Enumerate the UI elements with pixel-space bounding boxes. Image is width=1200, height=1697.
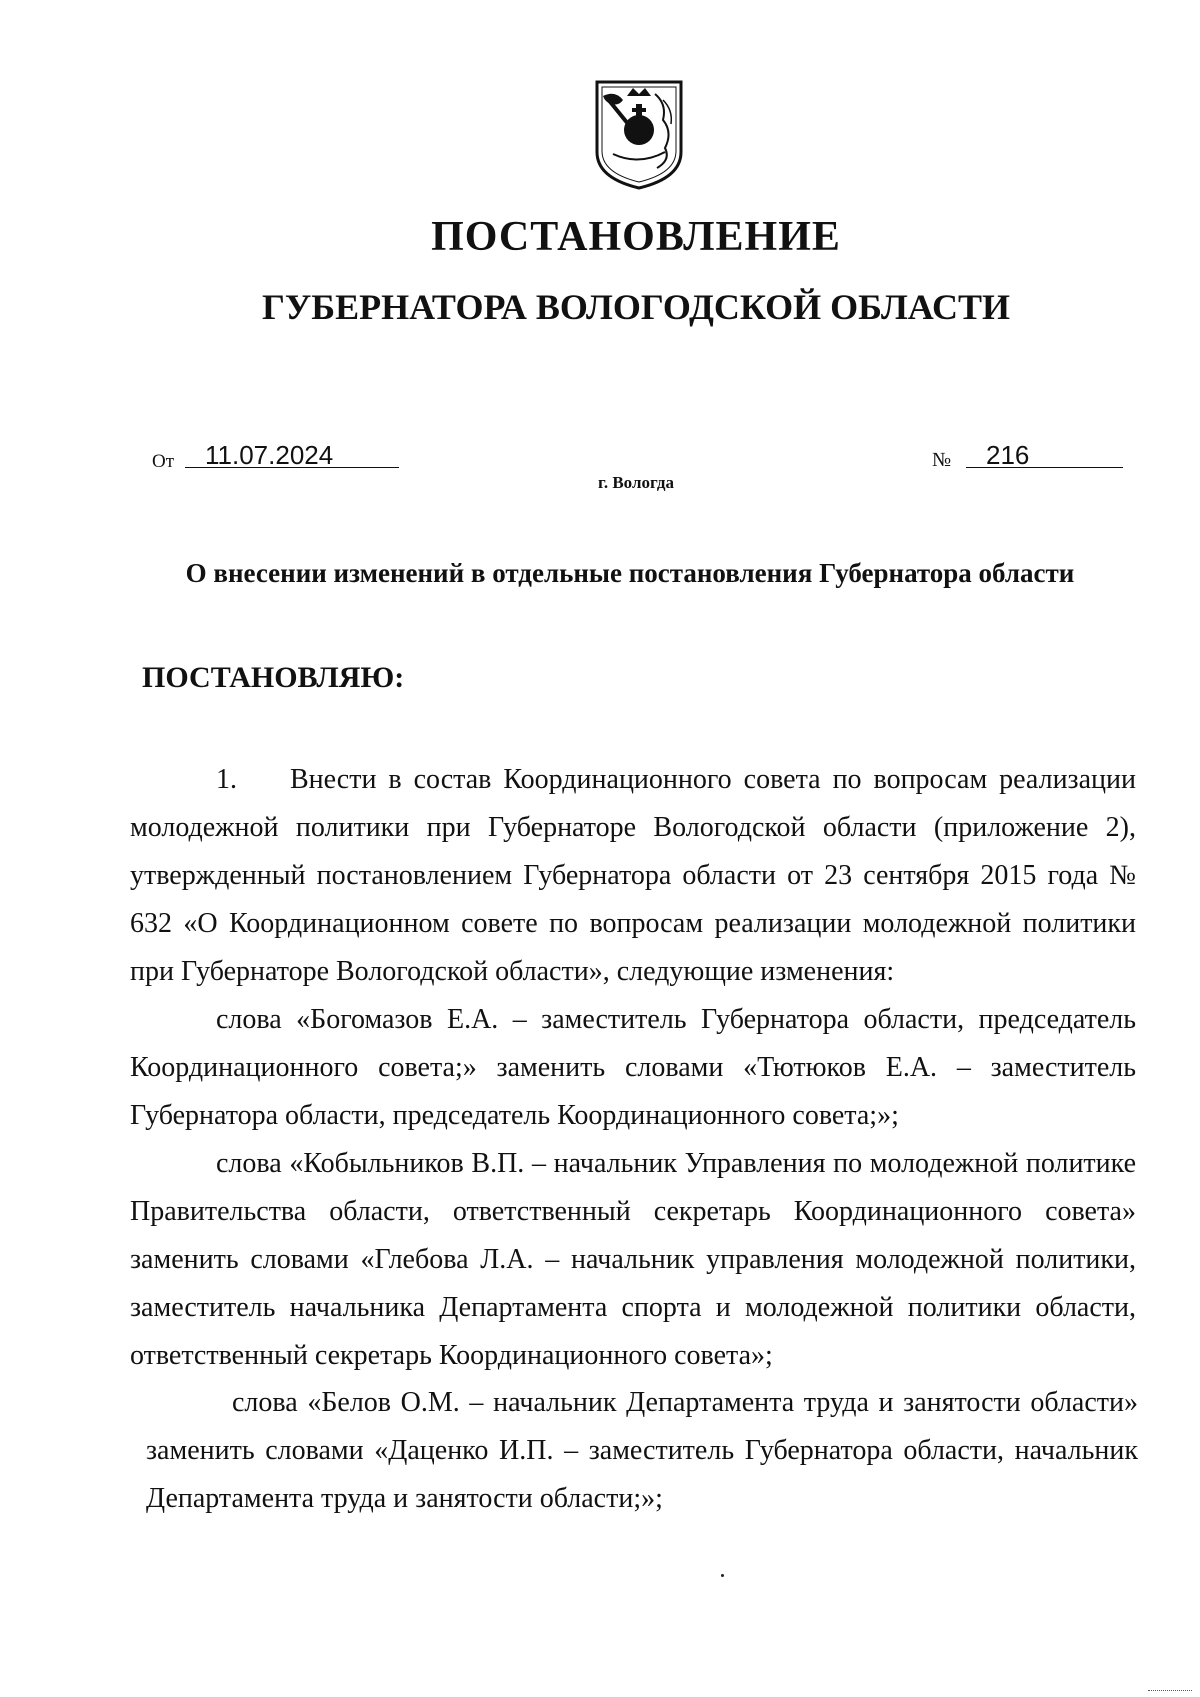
document-subject: О внесении изменений в отдельные постановления Губернатора области (185, 558, 1075, 588)
date-underline (185, 467, 399, 468)
paragraph-2: слова «Богомазов Е.А. – заместитель Губернатора области, председатель Координационного совета;» заменить словами «Тютюков Е.А. – заместитель Губернатора области, председатель Координационного совета;»; (130, 1004, 1136, 1131)
decree-heading: ПОСТАНОВЛЯЮ: (142, 661, 405, 694)
number-underline (966, 467, 1123, 468)
scan-artifact (1148, 1690, 1192, 1697)
document-title: ПОСТАНОВЛЕНИЕ (431, 214, 841, 260)
scan-dot (721, 1574, 724, 1577)
city-label: г. Вологда (598, 473, 674, 492)
date-prefix: От (152, 451, 175, 472)
document-number: 216 (986, 440, 1030, 470)
paragraph-4: слова «Белов О.М. – начальник Департамента труда и занятости области» заменить словами «Даценко И.П. – заместитель Губернатора области, начальник Департамента труда и занятости области;»; (146, 1387, 1138, 1514)
paragraph-1-number: 1. (216, 764, 237, 795)
paragraph-3: слова «Кобыльников В.П. – начальник Управления по молодежной политике Правительства области, ответственный секретарь Координационного совета» заменить словами «Глебова Л.А. – начальник управления молодежной политики, заместитель начальника Департамента спорта и молодежной политики области, ответственный секретарь Координационного совета»; (130, 1148, 1136, 1371)
number-prefix: № (932, 449, 952, 471)
coat-of-arms-icon (593, 74, 685, 192)
paragraph-1 (130, 756, 1136, 996)
document-date: 11.07.2024 (205, 440, 334, 470)
paragraph-1-text: Внести в состав Координационного совета по вопросам реализации молодежной политики при Губернаторе Вологодской области (приложение 2), утвержденный постановлением Губернатора области от 23 сентября 2015 года № 632 «О Координационном совете по вопросам реализации молодежной политики при Губернаторе Вологодской области», следующие изменения: (130, 764, 1136, 987)
document-subtitle: ГУБЕРНАТОРА ВОЛОГОДСКОЙ ОБЛАСТИ (261, 287, 1011, 327)
